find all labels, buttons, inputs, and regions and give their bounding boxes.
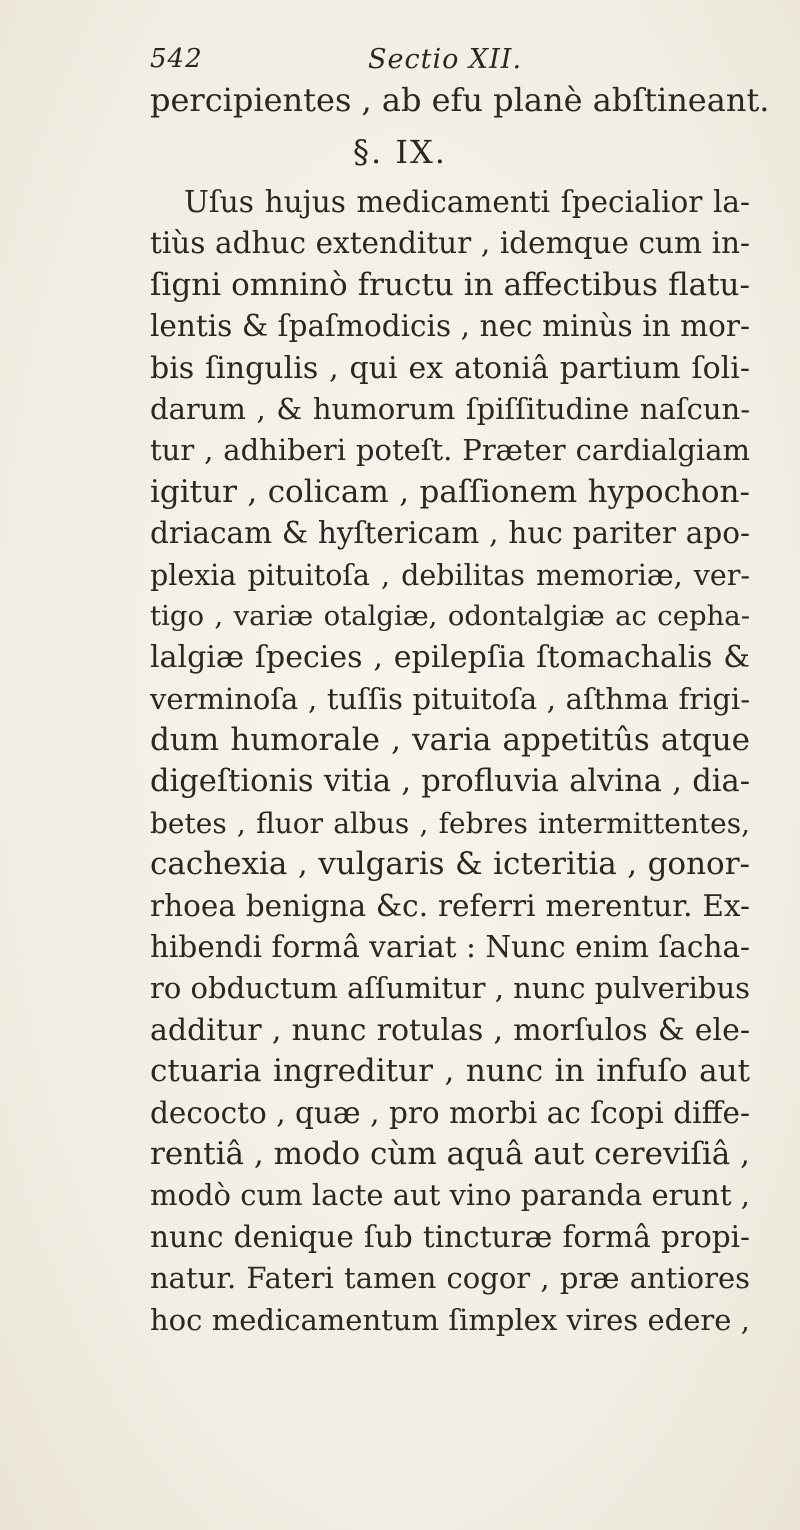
text-line: verminoſa , tuſſis pituitoſa , aſthma frigi- (150, 681, 750, 716)
text-line: bis ſingulis , qui ex atoniâ partium ſoli- (150, 350, 750, 386)
text-line: igitur , colicam , paſſionem hypochon- (150, 473, 750, 510)
text-line: digeſtionis vitia , profluvia alvina , dia- (150, 764, 750, 800)
text-line: hoc medicamentum ſimplex vires edere , (150, 1302, 750, 1337)
running-head: Sectio XII. (368, 44, 523, 75)
text-line: Uſus hujus medicamenti ſpecialior la- (184, 185, 750, 219)
text-line: lentis & ſpaſmodicis , nec minùs in mor- (150, 309, 750, 344)
text-line: rentiâ , modo cùm aquâ aut cereviſiâ , (150, 1135, 750, 1172)
text-line: driacam & hyſtericam , huc pariter apo- (150, 516, 750, 551)
text-line: tiùs adhuc extenditur , idemque cum in- (150, 226, 750, 261)
section-heading: §. IX. (353, 133, 447, 171)
page-number: 542 (150, 44, 203, 74)
text-line: cachexia , vulgaris & icteritia , gonor- (150, 846, 750, 883)
text-line: dum humorale , varia appetitûs atque (150, 722, 750, 759)
text-line: modò cum lacte aut vino paranda erunt , (150, 1178, 750, 1213)
text-line: decocto , quæ , pro morbi ac ſcopi diffe- (150, 1095, 750, 1130)
text-line: ctuaria ingreditur , nunc in infuſo aut (150, 1053, 750, 1090)
text-line: rhoea benigna &c. referri merentur. Ex- (150, 888, 750, 923)
text-line: darum , & humorum ſpiſſitudine naſcun- (150, 391, 750, 426)
text-line: plexia pituitoſa , debilitas memoriæ, ver- (150, 558, 750, 592)
continuation-line: percipientes , ab efu planè abſtineant. (150, 81, 770, 119)
text-line: betes , fluor albus , febres intermittentes, (150, 806, 750, 840)
text-line: additur , nunc rotulas , morſulos & ele- (150, 1012, 750, 1048)
text-line: tur , adhiberi poteſt. Præter cardialgiam (150, 433, 750, 468)
text-line: natur. Fateri tamen cogor , præ antiores (150, 1261, 750, 1296)
text-line: tigo , variæ otalgiæ, odontalgiæ ac cepha- (150, 599, 750, 632)
text-line: ro obductum aſſumitur , nunc pulveribus (150, 971, 750, 1006)
text-line: lalgiæ ſpecies , epilepſia ſtomachalis & (150, 640, 750, 676)
text-line: hibendi formâ variat : Nunc enim ſacha- (150, 930, 750, 965)
body-paragraph (150, 182, 750, 1341)
text-line: nunc denique ſub tincturæ formâ propi- (150, 1219, 750, 1254)
text-line: ſigni omninò fructu in affectibus flatu- (150, 266, 750, 303)
